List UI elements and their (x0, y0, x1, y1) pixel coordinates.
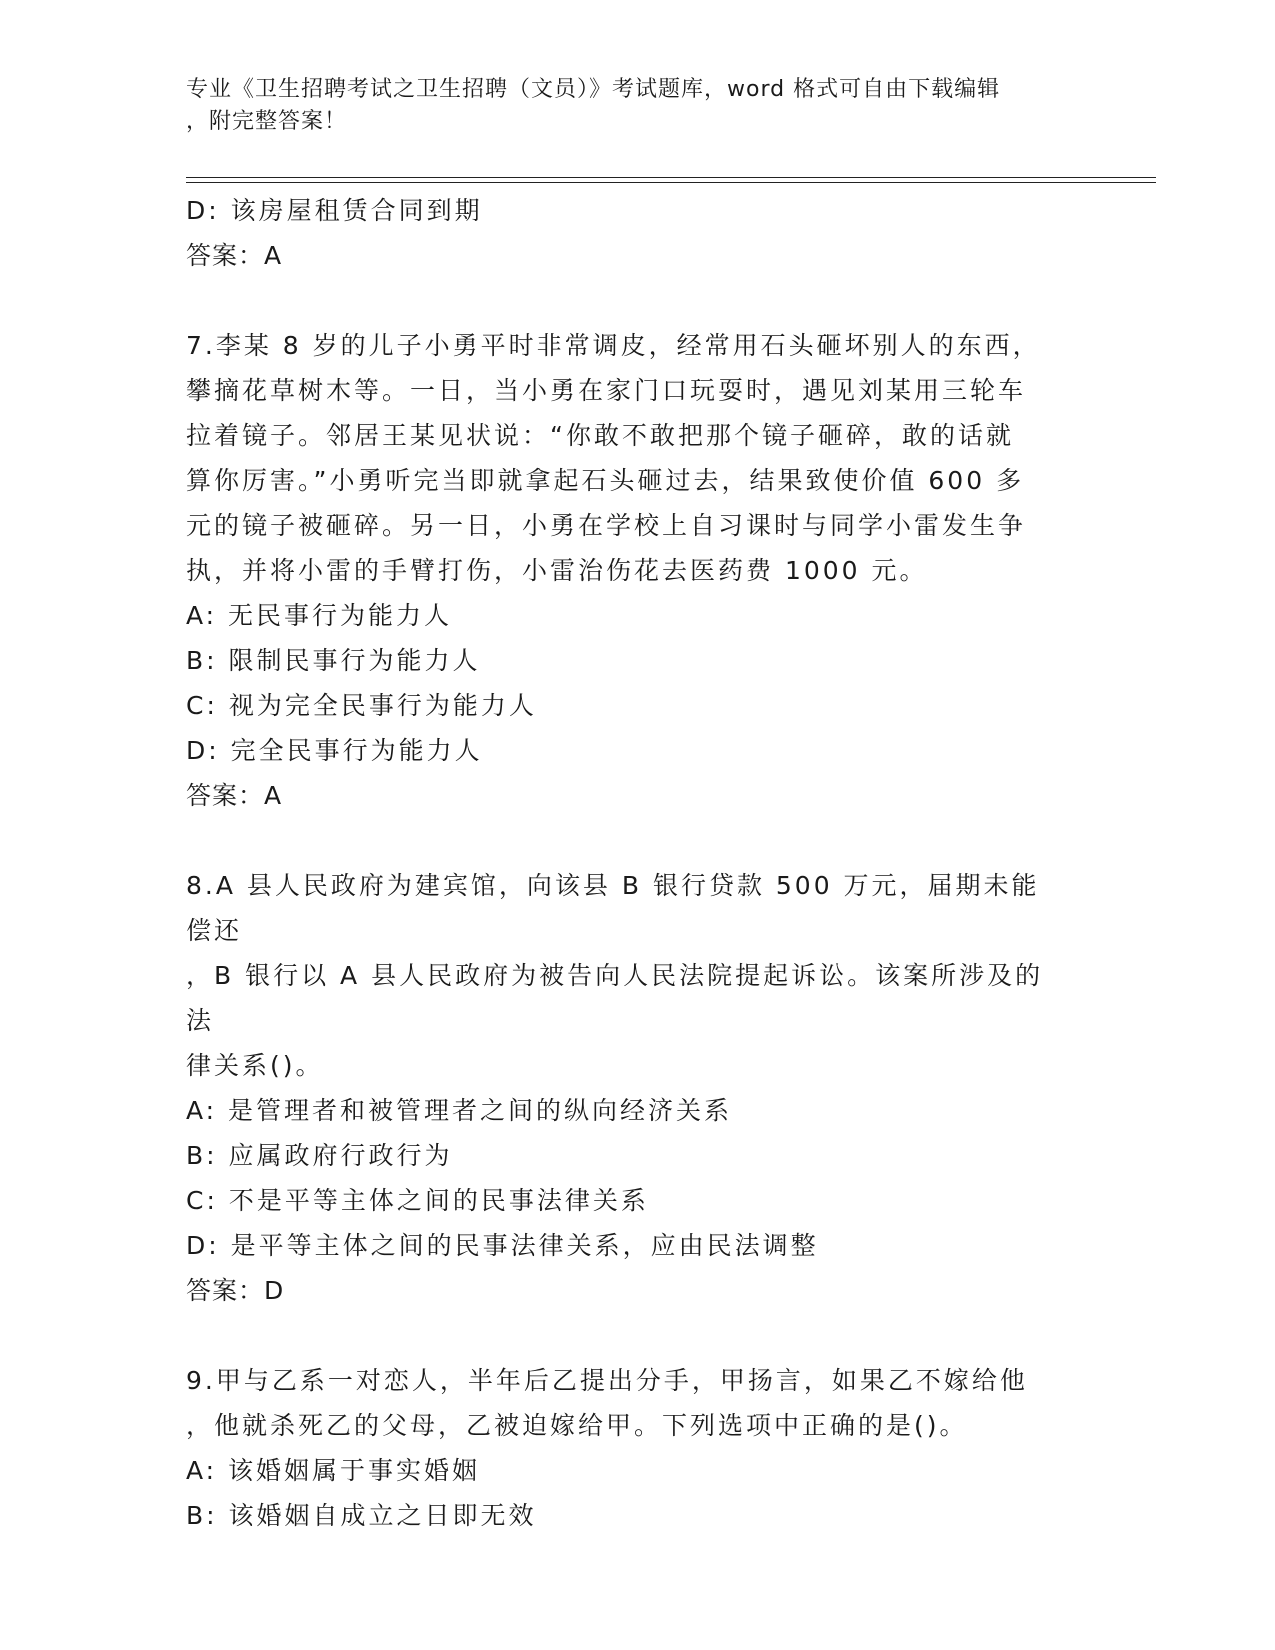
header-divider-bottom (186, 182, 1156, 183)
header-text: 专业《卫生招聘考试之卫生招聘（文员）》考试题库，word 格式可自由下载编辑 ，附完整答案！ (186, 77, 1001, 134)
answer-line: 答案：A (186, 781, 283, 810)
spacer (186, 278, 1086, 323)
question-8 (186, 863, 1086, 1313)
question-stem: 7.李某 8 岁的儿子小勇平时非常调皮，经常用石头砸坏别人的东西， 攀摘花草树木等。一日，当小勇在家门口玩耍时，遇见刘某用三轮车 拉着镜子。邻居王某见状说：“你敢不敢把那个镜子砸碎，敢的话就 算你厉害。”小勇听完当即就拿起石头砸过去，结果致使价值 600 多 元的镜子被砸碎。另一日，小勇在学校上自习课时与同学小雷发生争 执，并将小雷的手臂打伤，小雷治伤花去医药费 1000 元。 (186, 331, 1041, 585)
option-b: B: 限制民事行为能力人 (186, 646, 481, 675)
option-c: C: 不是平等主体之间的民事法律关系 (186, 1186, 649, 1215)
option-b: B: 应属政府行政行为 (186, 1141, 453, 1170)
question-stem: 9.甲与乙系一对恋人，半年后乙提出分手，甲扬言，如果乙不嫁给他 ，他就杀死乙的父母，乙被迫嫁给甲。下列选项中正确的是()。 (186, 1366, 1028, 1440)
header-divider-top (186, 177, 1156, 178)
option-b: B: 该婚姻自成立之日即无效 (186, 1501, 537, 1530)
option-a: A: 该婚姻属于事实婚姻 (186, 1456, 481, 1485)
page-header (186, 74, 1086, 138)
spacer (186, 818, 1086, 863)
previous-question-tail (186, 188, 1086, 278)
spacer (186, 1313, 1086, 1358)
option-a: A: 是管理者和被管理者之间的纵向经济关系 (186, 1096, 733, 1125)
question-7 (186, 323, 1086, 818)
option-d: D: 该房屋租赁合同到期 (186, 196, 483, 225)
answer-line: 答案：D (186, 1276, 285, 1305)
option-d: D: 是平等主体之间的民事法律关系，应由民法调整 (186, 1231, 819, 1260)
question-9 (186, 1358, 1086, 1538)
option-d: D: 完全民事行为能力人 (186, 736, 483, 765)
option-c: C: 视为完全民事行为能力人 (186, 691, 537, 720)
question-stem: 8.A 县人民政府为建宾馆，向该县 B 银行贷款 500 万元，届期未能偿还 ，B 银行以 A 县人民政府为被告向人民法院提起诉讼。该案所涉及的法 律关系()。 (186, 871, 1044, 1080)
option-a: A: 无民事行为能力人 (186, 601, 453, 630)
answer-line: 答案：A (186, 241, 283, 270)
question-content (186, 188, 1086, 1538)
